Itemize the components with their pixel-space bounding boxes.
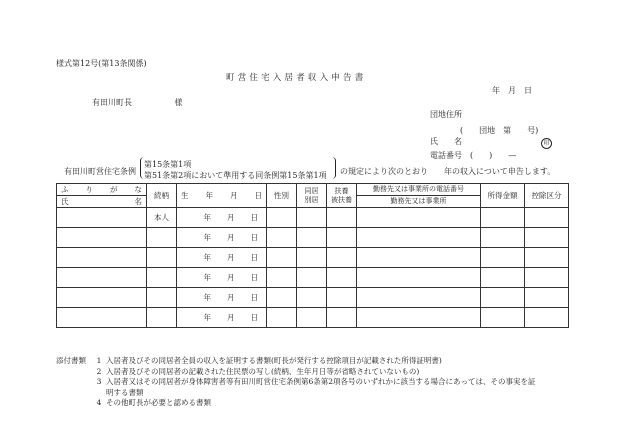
date-unit: 月 <box>227 273 235 282</box>
note-item: 4 その他町長が必要と認める書類 <box>96 398 211 407</box>
date-unit: 年 <box>203 313 211 322</box>
header-row-1 <box>57 184 569 196</box>
income-cell[interactable] <box>481 288 525 308</box>
table-row <box>57 308 569 328</box>
date-unit: 年 <box>203 293 211 302</box>
deduction-cell[interactable] <box>525 268 569 288</box>
relation-header: 続柄 <box>147 184 177 208</box>
date-line: 年 月 日 <box>492 86 532 95</box>
income-cell[interactable] <box>481 248 525 268</box>
date-unit: 月 <box>227 253 235 262</box>
table-row <box>57 248 569 268</box>
date-unit: 年 <box>203 233 211 242</box>
income-cell[interactable] <box>481 208 525 228</box>
date-unit: 年 <box>203 213 211 222</box>
phone-line: 電話番号 ( ) — <box>430 151 517 160</box>
gender-cell[interactable] <box>267 228 297 248</box>
birthdate-cell[interactable] <box>177 308 267 328</box>
note-item: 2 入居者及びその同居者の記載された住民票の写し(続柄、生年月日等が省略されていないもの) <box>96 366 420 376</box>
name-label: 氏 名 <box>430 137 462 146</box>
employer-phone-header: 勤務先又は事業所の電話番号 <box>357 184 481 196</box>
recipient <box>92 97 183 108</box>
birthdate-cell[interactable] <box>177 228 267 248</box>
employer-cell[interactable] <box>357 268 481 288</box>
employer-cell[interactable] <box>357 208 481 228</box>
name-cell[interactable] <box>57 288 147 308</box>
support-cell[interactable] <box>327 228 357 248</box>
table-row <box>57 268 569 288</box>
form-number: 様式第12号(第13条関係) <box>56 59 147 68</box>
cohabitation-cell[interactable] <box>297 228 327 248</box>
deduction-cell[interactable] <box>525 208 569 228</box>
attachment-notes <box>56 356 535 409</box>
relation-cell[interactable] <box>147 288 177 308</box>
name-cell[interactable] <box>57 308 147 328</box>
deduction-cell[interactable] <box>525 228 569 248</box>
birthdate-cell[interactable] <box>177 248 267 268</box>
name-header: 氏 名 <box>57 196 147 208</box>
gender-header: 性別 <box>267 184 297 208</box>
support-header: 扶養 被扶養 <box>327 184 357 208</box>
declaration-table <box>56 183 569 328</box>
name-cell[interactable] <box>57 248 147 268</box>
cohabitation-cell[interactable] <box>297 208 327 228</box>
employer-header: 勤務先又は事業所 <box>357 196 481 208</box>
page-title: 町営住宅入居者収入申告書 <box>226 73 367 83</box>
gender-cell[interactable] <box>267 268 297 288</box>
table-row <box>57 288 569 308</box>
birthdate-cell[interactable] <box>177 268 267 288</box>
date-unit: 月 <box>227 213 235 222</box>
table-row <box>57 208 569 228</box>
date-unit: 年 <box>203 253 211 262</box>
employer-cell[interactable] <box>357 248 481 268</box>
income-cell[interactable] <box>481 228 525 248</box>
date-unit: 月 <box>227 233 235 242</box>
cohabitation-header: 同居 別居 <box>297 184 327 208</box>
table-row <box>57 228 569 248</box>
relation-cell[interactable] <box>147 268 177 288</box>
gender-cell[interactable] <box>267 208 297 228</box>
name-cell[interactable] <box>57 268 147 288</box>
income-cell[interactable] <box>481 308 525 328</box>
support-cell[interactable] <box>327 208 357 228</box>
birthdate-cell[interactable] <box>177 208 267 228</box>
deduction-header: 控除区分 <box>525 184 569 208</box>
employer-cell[interactable] <box>357 228 481 248</box>
employer-cell[interactable] <box>357 308 481 328</box>
declaration-prefix: 有田川町営住宅条例 <box>64 167 136 176</box>
support-cell[interactable] <box>327 248 357 268</box>
recipient-suffix: 様 <box>174 98 183 107</box>
date-unit: 月 <box>227 313 235 322</box>
ordinance-option-2: 第51条第2項において準用する同条例第15条第1項 <box>144 171 327 180</box>
date-unit: 日 <box>250 253 258 262</box>
gender-cell[interactable] <box>267 248 297 268</box>
seal-mark: 印 <box>541 138 552 149</box>
deduction-cell[interactable] <box>525 248 569 268</box>
cohabitation-cell[interactable] <box>297 288 327 308</box>
name-cell[interactable] <box>57 208 147 228</box>
income-cell[interactable] <box>481 268 525 288</box>
deduction-cell[interactable] <box>525 308 569 328</box>
cohabitation-cell[interactable] <box>297 248 327 268</box>
birthdate-cell[interactable] <box>177 288 267 308</box>
relation-cell[interactable]: 本人 <box>147 208 177 228</box>
date-unit: 日 <box>250 213 258 222</box>
date-unit: 月 <box>227 293 235 302</box>
support-cell[interactable] <box>327 268 357 288</box>
income-header: 所得金額 <box>481 184 525 208</box>
date-unit: 日 <box>250 293 258 302</box>
ordinance-option-1: 第15条第1項 <box>144 160 192 169</box>
name-cell[interactable] <box>57 228 147 248</box>
notes-label: 添付書類 <box>56 356 86 365</box>
note-item: 3 入居者又はその同居者が身体障害者等有田川町営住宅条例第6条第2項各号のいずれかに該当する場合にあっては、その事実を証 <box>96 377 536 386</box>
employer-cell[interactable] <box>357 288 481 308</box>
deduction-cell[interactable] <box>525 288 569 308</box>
gender-cell[interactable] <box>267 308 297 328</box>
cohabitation-cell[interactable] <box>297 268 327 288</box>
relation-cell[interactable] <box>147 308 177 328</box>
furigana-header: ふ り が な <box>57 184 147 196</box>
date-unit: 日 <box>250 273 258 282</box>
address-label: 団地住所 <box>430 110 462 119</box>
gender-cell[interactable] <box>267 288 297 308</box>
date-unit: 日 <box>250 313 258 322</box>
note-item: 添付書類 1 入居者及びその同居者全員の収入を証明する書類(町長が発行する控除項目が記載された所得証明書) <box>56 356 442 365</box>
cohabitation-cell[interactable] <box>297 308 327 328</box>
relation-cell[interactable] <box>147 228 177 248</box>
note-item: 明する書類 <box>106 387 144 397</box>
recipient-name: 有田川町長 <box>92 98 132 107</box>
support-cell[interactable] <box>327 308 357 328</box>
support-cell[interactable] <box>327 288 357 308</box>
date-unit: 日 <box>250 233 258 242</box>
birthdate-header: 生 年 月 日 <box>177 184 267 208</box>
date-unit: 年 <box>203 273 211 282</box>
dantai-line: ( 団地 第 号) <box>460 126 539 135</box>
relation-cell[interactable] <box>147 248 177 268</box>
declaration-suffix: の規定により次のとおり 年の収入について申告します。 <box>340 167 556 176</box>
